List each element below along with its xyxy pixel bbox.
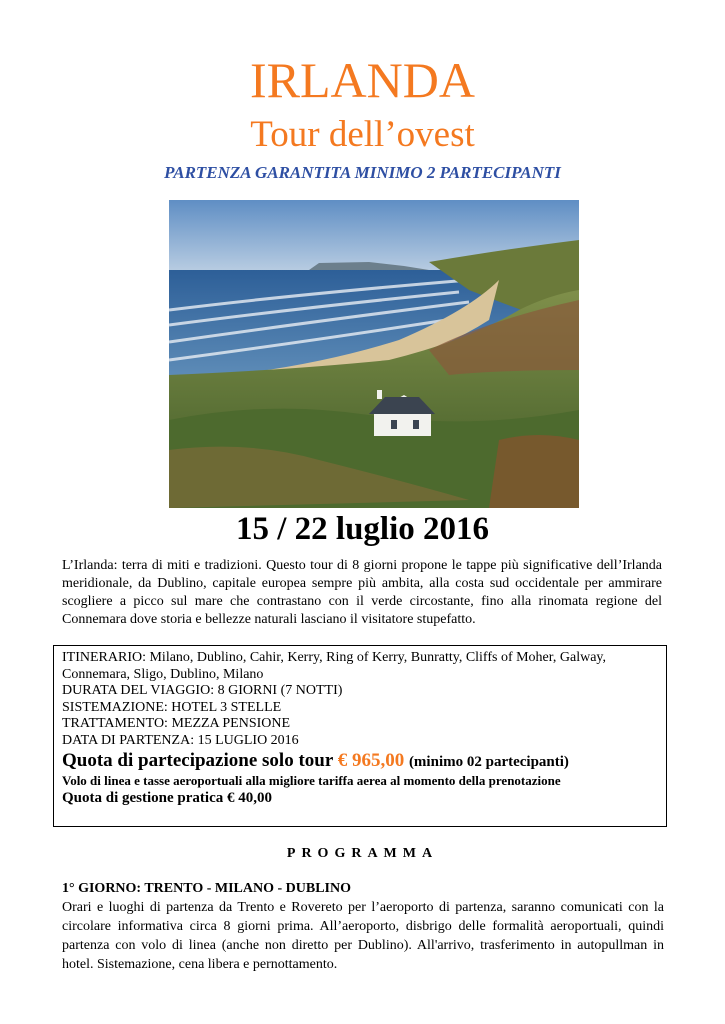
day1-description: Orari e luoghi di partenza da Trento e Rovereto per l’aeroporto di partenza, saranno comunicati con la circolare informativa circa 8 giorni prima. All’aeroporto, disbrigo delle formalità aeroportuali, quindi partenza con volo di linea (anche non diretto per Dublino). All'arrivo, trasferimento in autopullman in hotel. Sistemazione, cena libera e pernottamento. bbox=[62, 900, 664, 972]
quota-price: € 965,00 bbox=[337, 750, 405, 771]
flight-note: Volo di linea e tasse aeroportuali alla migliore tariffa aerea al momento della prenotazione bbox=[62, 773, 561, 788]
departure-text: DATA DI PARTENZA: 15 LUGLIO 2016 bbox=[62, 732, 299, 748]
guarantee-banner: PARTENZA GARANTITA MINIMO 2 PARTECIPANTI bbox=[164, 163, 561, 182]
quota-line bbox=[62, 750, 658, 773]
quota-minimum: (minimo 02 partecipanti) bbox=[408, 754, 569, 770]
day1-title: 1° GIORNO: TRENTO - MILANO - DUBLINO bbox=[62, 881, 351, 896]
quota-label: Quota di partecipazione solo tour bbox=[62, 750, 333, 771]
info-box bbox=[53, 645, 667, 827]
itinerary-text: ITINERARIO: Milano, Dublino, Cahir, Kerry, Ring of Kerry, Bunratty, Cliffs of Moher, Galway, Connemara, Sligo, Dublino, Milano bbox=[62, 650, 607, 682]
tour-dates: 15 / 22 luglio 2016 bbox=[235, 511, 490, 547]
page-title: IRLANDA bbox=[250, 52, 475, 108]
landscape-photo bbox=[169, 200, 579, 508]
board-text: TRATTAMENTO: MEZZA PENSIONE bbox=[62, 716, 291, 731]
page-subtitle: Tour dell’ovest bbox=[250, 114, 475, 155]
intro-paragraph: L’Irlanda: terra di miti e tradizioni. Questo tour di 8 giorni propone le tappe più significative dell’Irlanda meridionale, da Dublino, capitale europea sempre più ambita, alla costa sud occidentale per ammirare scogliere a picco sul mare che contrastano con il verde circostante, fino alla rinomata regione del Connemara dove storia e bellezze naturali lasciano il visitatore stupefatto. bbox=[62, 558, 662, 627]
duration-text: DURATA DEL VIAGGIO: 8 GIORNI (7 NOTTI) bbox=[62, 683, 343, 698]
accommodation-text: SISTEMAZIONE: HOTEL 3 STELLE bbox=[62, 699, 282, 715]
management-fee: Quota di gestione pratica € 40,00 bbox=[62, 790, 272, 806]
program-heading: PROGRAMMA bbox=[286, 846, 439, 861]
